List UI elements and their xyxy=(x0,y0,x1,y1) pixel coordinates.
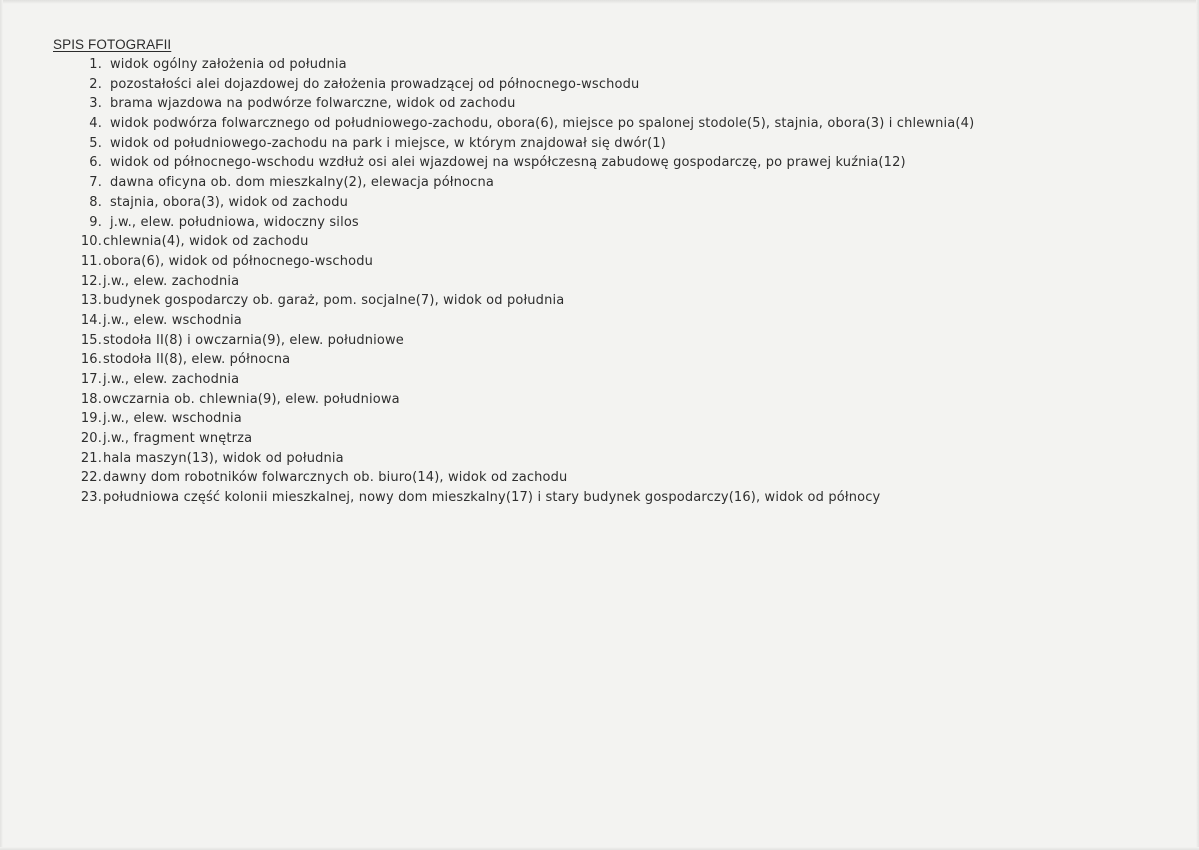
list-item xyxy=(60,75,974,95)
list-item xyxy=(60,291,974,311)
list-item-number: 21. xyxy=(80,450,102,466)
list-item-text: j.w., elew. zachodnia xyxy=(103,273,240,289)
list-item-number: 16. xyxy=(80,352,102,368)
list-item xyxy=(60,153,974,173)
list-item-number: 11. xyxy=(80,253,102,269)
list-item-number: 8. xyxy=(89,194,102,210)
list-item xyxy=(60,173,974,193)
list-item-number: 2. xyxy=(89,76,102,92)
list-item-text: dawna oficyna ob. dom mieszkalny(2), elewacja północna xyxy=(110,175,494,191)
list-item-number: 10. xyxy=(80,234,102,250)
list-item-text: stodoła II(8) i owczarnia(9), elew. południowe xyxy=(103,332,404,348)
list-item xyxy=(60,331,974,351)
list-item-number: 14. xyxy=(80,312,102,328)
list-item-number: 3. xyxy=(89,96,102,112)
list-item xyxy=(60,94,974,114)
page-edge-shadow xyxy=(0,0,3,850)
list-item-text: brama wjazdowa na podwórze folwarczne, widok od zachodu xyxy=(110,96,516,112)
list-item-text: widok od północnego-wschodu wzdłuż osi alei wjazdowej na współczesną zabudowę gospodarczę, po prawej kuźnia(12) xyxy=(110,155,906,171)
list-item-text: j.w., fragment wnętrza xyxy=(103,431,253,447)
list-item xyxy=(60,468,974,488)
list-item xyxy=(60,232,974,252)
list-item xyxy=(60,311,974,331)
list-item-text: stajnia, obora(3), widok od zachodu xyxy=(110,194,348,210)
list-item xyxy=(60,193,974,213)
list-item-text: widok ogólny założenia od południa xyxy=(110,57,347,72)
list-item xyxy=(60,370,974,390)
list-item-text: j.w., elew. wschodnia xyxy=(103,411,242,427)
list-item-number: 1. xyxy=(89,57,102,72)
list-item-number: 22. xyxy=(80,470,102,486)
list-item-number: 6. xyxy=(89,155,102,171)
page-edge-shadow xyxy=(0,0,1199,4)
list-item-number: 7. xyxy=(89,175,102,191)
list-item xyxy=(60,429,974,449)
list-item-number: 20. xyxy=(80,431,102,447)
list-item-text: stodoła II(8), elew. północna xyxy=(103,352,291,368)
list-item-text: dawny dom robotników folwarcznych ob. biuro(14), widok od zachodu xyxy=(103,470,568,486)
list-item-text: j.w., elew. wschodnia xyxy=(103,312,242,328)
list-item-number: 18. xyxy=(80,391,102,407)
list-item-text: widok od południowego-zachodu na park i miejsce, w którym znajdował się dwór(1) xyxy=(110,135,666,151)
list-item xyxy=(60,488,974,508)
list-item-number: 4. xyxy=(89,116,102,132)
list-item-text: j.w., elew. południowa, widoczny silos xyxy=(110,214,359,230)
list-item-text: hala maszyn(13), widok od południa xyxy=(103,450,344,466)
list-item xyxy=(60,350,974,370)
list-item-number: 17. xyxy=(80,372,102,387)
list-item-number: 12. xyxy=(80,273,102,289)
list-item-number: 13. xyxy=(80,293,102,309)
list-item-number: 19. xyxy=(80,411,102,427)
photo-list xyxy=(60,55,974,508)
list-item xyxy=(60,252,974,272)
list-item-text: obora(6), widok od północnego-wschodu xyxy=(103,253,373,269)
list-item xyxy=(60,409,974,429)
list-item-number: 23. xyxy=(80,490,102,506)
list-item-text: południowa część kolonii mieszkalnej, nowy dom mieszkalny(17) i stary budynek gospodarczy(16), widok od północy xyxy=(103,490,881,506)
list-item xyxy=(60,272,974,292)
list-item-text: owczarnia ob. chlewnia(9), elew. południowa xyxy=(103,391,400,407)
list-item xyxy=(60,390,974,410)
list-item-number: 15. xyxy=(80,332,102,348)
list-item-text: pozostałości alei dojazdowej do założenia prowadzącej od północnego-wschodu xyxy=(110,76,640,92)
list-item-number: 5. xyxy=(89,135,102,151)
list-item xyxy=(60,449,974,469)
list-item xyxy=(60,134,974,154)
list-item-number: 9. xyxy=(89,214,102,230)
list-item-text: chlewnia(4), widok od zachodu xyxy=(103,234,309,250)
list-item-text: budynek gospodarczy ob. garaż, pom. socjalne(7), widok od południa xyxy=(103,293,565,309)
list-item xyxy=(60,114,974,134)
page-title: SPIS FOTOGRAFII xyxy=(53,37,172,52)
list-item xyxy=(60,213,974,233)
list-item xyxy=(60,55,974,75)
list-item-text: j.w., elew. zachodnia xyxy=(103,372,240,387)
list-item-text: widok podwórza folwarcznego od południowego-zachodu, obora(6), miejsce po spalonej stodole(5), stajnia, obora(3) i chlewnia(4) xyxy=(110,116,975,132)
